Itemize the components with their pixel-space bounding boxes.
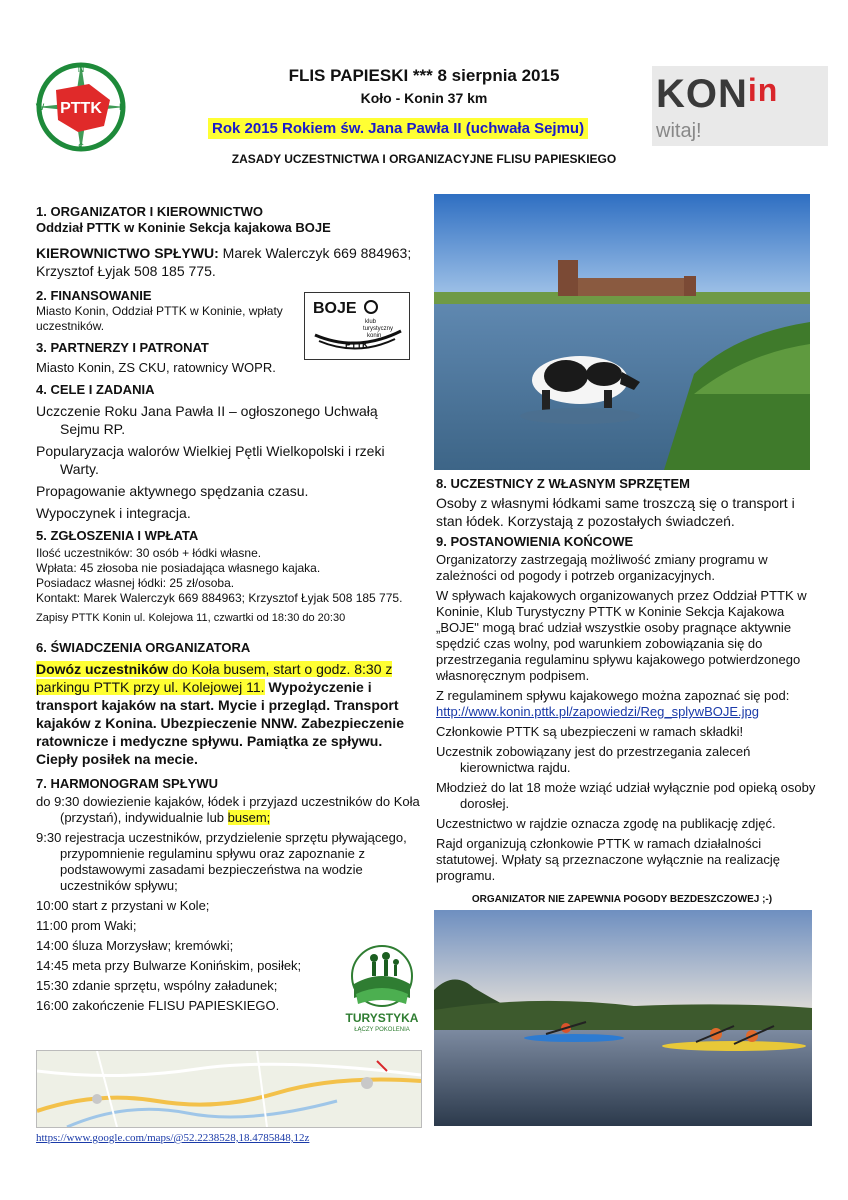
final-provision: Organizatorzy zastrzegają możliwość zmiany programu w zależności od pogody i potrzeb organizacyjnych. xyxy=(436,552,768,583)
final-provision: Członkowie PTTK są ubezpieczeni w ramach składki! xyxy=(436,724,744,739)
leadership xyxy=(36,244,420,280)
konin-logo-sub: witaj! xyxy=(656,120,702,142)
final-provision: Uczestnictwo w rajdzie oznacza zgodę na publikację zdjęć. xyxy=(436,816,776,831)
schedule-text: do 9:30 dowiezienie kajaków, łódek i przyjazd uczestników do Koła (przystań), indywidualnie lub xyxy=(36,794,420,825)
fee-no-kayak: Wpłata: 45 złosoba nie posiadająca własnego kajaka. xyxy=(36,561,321,575)
schedule-item: 14:45 meta przy Bulwarze Konińskim, posiłek; xyxy=(36,958,302,973)
final-provision: Rajd organizują członkowie PTTK w ramach działalności statutowej. Wpłaty są przeznaczone wyłącznie na realizację programu. xyxy=(436,836,780,883)
registration-info: Zapisy PTTK Konin ul. Kolejowa 11, czwartki od 18:30 do 20:30 xyxy=(36,612,346,624)
services-list: Wypożyczenie i transport kajaków na start. Mycie i przegląd. Transport kajaków z Konina. Ubezpieczenie NNW. Zabezpieczenie ratownicze i medyczne spływu. Pamiątka ze spływu. Ciepły posiłek na mecie. xyxy=(36,679,404,767)
organizer-name: Oddział PTTK w Koninie Sekcja kajakowa BOJE xyxy=(36,220,331,235)
turystyka-logo-sub: ŁĄCZY POKOLENIA xyxy=(354,1027,410,1033)
boje-logo-pttk: PTTK xyxy=(345,340,369,350)
financing-text: Miasto Konin, Oddział PTTK w Koninie, wpłaty uczestników. xyxy=(36,304,283,333)
bus-highlight: busem; xyxy=(227,810,271,825)
right-column xyxy=(436,476,816,884)
services-text xyxy=(36,660,420,768)
konin-logo-main: KON xyxy=(656,72,748,116)
map-link[interactable] xyxy=(36,1132,309,1144)
schedule-item: 10:00 start z przystani w Kole; xyxy=(36,898,210,913)
boje-logo-small2: turystyczny xyxy=(363,326,394,332)
section-9-heading: 9. POSTANOWIENIA KOŃCOWE xyxy=(436,534,634,549)
section-7-heading: 7. HARMONOGRAM SPŁYWU xyxy=(36,776,218,791)
rules-heading: ZASADY UCZESTNICTWA I ORGANIZACYJNE FLISU PAPIESKIEGO xyxy=(231,152,617,166)
fee-own-boat: Posiadacz własnej łódki: 25 zł/osoba. xyxy=(36,576,235,590)
section-2-heading: 2. FINANSOWANIE xyxy=(36,288,152,303)
page-subtitle: Koło - Konin 37 km xyxy=(360,90,488,106)
final-provision: W spływach kajakowych organizowanych przez Oddział PTTK w Koninie, Klub Turystyczny PTTK w Koninie Sekcja Kajakowa „BOJE" mogą brać udział wszystkie osoby pragnące aktywnie spędzić czas wolny, pod warunkiem zobowiązania się do przestrzegania regulaminu spływu kajakowego potwierdzonego własnoręcznym podpisem. xyxy=(436,588,807,683)
schedule-item: 15:30 zdanie sprzętu, wspólny załadunek; xyxy=(36,978,278,993)
weather-note: ORGANIZATOR NIE ZAPEWNIA POGODY BEZDESZCZOWEJ ;-) xyxy=(471,894,773,905)
goal-item: Propagowanie aktywnego spędzania czasu. xyxy=(36,483,309,499)
schedule-item: 11:00 prom Waki; xyxy=(36,918,137,933)
pttk-logo-text: PTTK xyxy=(60,100,102,117)
year-highlight: Rok 2015 Rokiem św. Jana Pawła II (uchwała Sejmu) xyxy=(208,118,588,139)
own-equipment-text: Osoby z własnymi łódkami same troszczą się o transport i stan łódek. Korzystają z pozostałych świadczeń. xyxy=(436,495,795,529)
boje-logo xyxy=(304,292,410,360)
regulations-link[interactable]: http://www.konin.pttk.pl/zapowiedzi/Reg_splywBOJE.jpg xyxy=(436,704,759,719)
kayak-photo xyxy=(434,910,812,1126)
schedule-item: 9:30 rejestracja uczestników, przydzielenie sprzętu pływającego, przypomnienie regulaminu spływu oraz zapoznanie z podstawowymi zasadami bezpieczeństwa na wodzie uczestników spływu; xyxy=(36,830,407,893)
boje-logo-small3: konin xyxy=(367,333,382,339)
final-provision: Z regulaminem spływu kajakowego można zapoznać się pod: xyxy=(436,688,790,703)
svg-text:W: W xyxy=(35,102,45,112)
section-6-heading: 6. ŚWIADCZENIA ORGANIZATORA xyxy=(36,640,251,655)
svg-text:S: S xyxy=(77,142,85,152)
goal-item: Popularyzacja walorów Wielkiej Pętli Wielkopolski i rzeki Warty. xyxy=(36,443,385,477)
final-provision: Młodzież do lat 18 może wziąć udział wyłącznie pod opieką osoby dorosłej. xyxy=(436,780,816,811)
section-1-heading: 1. ORGANIZATOR I KIEROWNICTWO xyxy=(36,204,264,219)
map-link-text[interactable]: https://www.google.com/maps/@52.2238528,18.4785848,12z xyxy=(36,1132,310,1144)
schedule-item: 14:00 śluza Morzysław; kremówki; xyxy=(36,938,234,953)
leadership-label: KIEROWNICTWO SPŁYWU: xyxy=(36,245,219,261)
schedule-item xyxy=(36,794,420,826)
partners-text: Miasto Konin, ZS CKU, ratownicy WOPR. xyxy=(36,360,276,375)
goal-item: Uczczenie Roku Jana Pawła II – ogłoszonego Uchwałą Sejmu RP. xyxy=(36,403,378,437)
page-title: FLIS PAPIESKI *** 8 sierpnia 2015 xyxy=(288,66,560,85)
section-5-heading: 5. ZGŁOSZENIA I WPŁATA xyxy=(36,528,199,543)
section-3-heading: 3. PARTNERZY I PATRONAT xyxy=(36,340,209,355)
boje-logo-small1: klub xyxy=(365,319,377,325)
transport-highlight-2: do Koła busem, start o godz. 8:30 z parkingu PTTK przy ul. Kolejowej 11. xyxy=(36,661,393,695)
transport-highlight-1: Dowóz uczestników xyxy=(36,661,169,677)
section-4-heading: 4. CELE I ZADANIA xyxy=(36,382,155,397)
schedule-item: 16:00 zakończenie FLISU PAPIESKIEGO. xyxy=(36,998,280,1013)
konin-logo-in: in xyxy=(747,72,779,108)
turystyka-logo xyxy=(340,938,424,1034)
final-provision: Uczestnik zobowiązany jest do przestrzegania zaleceń kierownictwa rajdu. xyxy=(436,744,751,775)
konin-logo xyxy=(652,66,828,146)
boje-logo-title: BOJE xyxy=(313,300,357,317)
svg-text:N: N xyxy=(77,64,85,74)
section-8-heading: 8. UCZESTNICY Z WŁASNYM SPRZĘTEM xyxy=(436,476,690,491)
river-cow-photo xyxy=(434,194,810,470)
participants-count: Ilość uczestników: 30 osób + łódki własne. xyxy=(36,546,262,560)
goal-item: Wypoczynek i integracja. xyxy=(36,505,191,521)
leadership-text: Marek Walerczyk 669 884963; Krzysztof Łyjak 508 185 775. xyxy=(36,245,412,279)
svg-text:E: E xyxy=(118,102,126,112)
turystyka-logo-title: TURYSTYKA xyxy=(345,1011,419,1025)
contact-info: Kontakt: Marek Walerczyk 669 884963; Krzysztof Łyjak 508 185 775. xyxy=(36,591,403,605)
route-map xyxy=(36,1050,422,1128)
